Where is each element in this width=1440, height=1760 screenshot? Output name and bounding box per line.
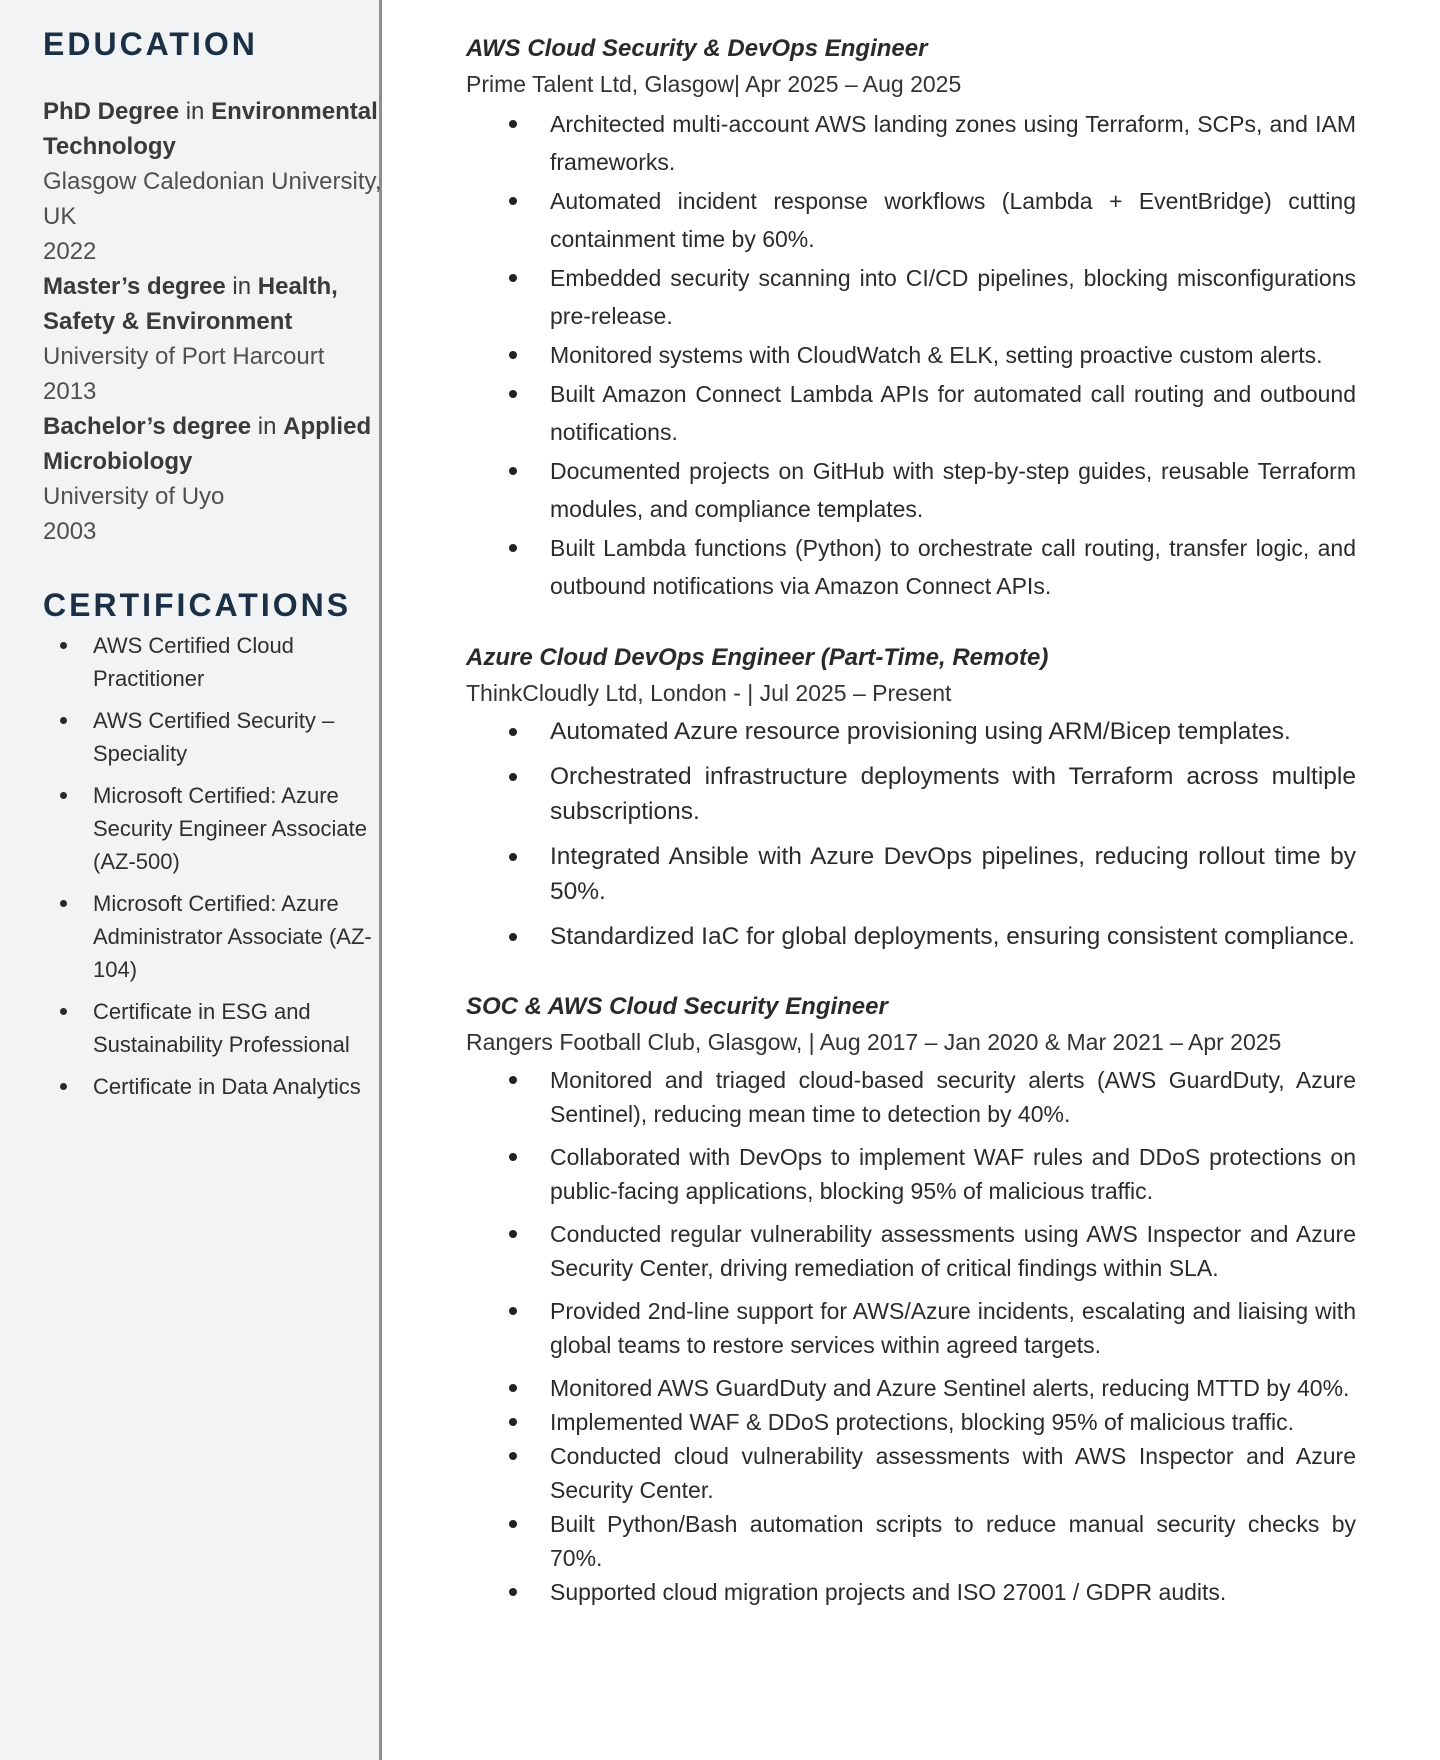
job-bullet: Implemented WAF & DDoS protections, blocking 95% of malicious traffic. xyxy=(466,1405,1356,1439)
job-title: AWS Cloud Security & DevOps Engineer xyxy=(466,35,928,62)
job-company-dates: Prime Talent Ltd, Glasgow| Apr 2025 – Aug 2025 xyxy=(466,71,962,97)
degree-field: Applied Microbiology xyxy=(43,413,372,475)
education-list xyxy=(43,94,383,549)
certification-item: Certificate in Data Analytics xyxy=(43,1070,383,1103)
education-degree xyxy=(43,409,383,479)
job-bullet: Monitored systems with CloudWatch & ELK, setting proactive custom alerts. xyxy=(466,336,1356,374)
job-entry xyxy=(466,639,1356,954)
degree-name: Bachelor’s degree xyxy=(43,413,252,440)
education-year: 2022 xyxy=(43,238,97,265)
job-bullet: Provided 2nd-line support for AWS/Azure incidents, escalating and liaising with global teams to restore services within agreed targets. xyxy=(466,1294,1356,1362)
education-year: 2003 xyxy=(43,518,97,545)
job-bullet: Conducted cloud vulnerability assessments with AWS Inspector and Azure Security Center. xyxy=(466,1439,1356,1507)
job-company-dates: ThinkCloudly Ltd, London - | Jul 2025 – Present xyxy=(466,680,952,706)
experience-section xyxy=(466,30,1356,1643)
education-entry xyxy=(43,269,383,409)
job-bullet: Built Python/Bash automation scripts to reduce manual security checks by 70%. xyxy=(466,1507,1356,1575)
certification-item: AWS Certified Cloud Practitioner xyxy=(43,629,383,695)
job-bullet: Monitored AWS GuardDuty and Azure Sentinel alerts, reducing MTTD by 40%. xyxy=(466,1371,1356,1405)
certifications-list xyxy=(43,629,383,1103)
job-bullet: Collaborated with DevOps to implement WAF rules and DDoS protections on public-facing applications, blocking 95% of malicious traffic. xyxy=(466,1140,1356,1208)
education-heading: EDUCATION xyxy=(43,26,258,62)
education-institution: University of Uyo xyxy=(43,483,225,510)
education-entry xyxy=(43,94,383,269)
certifications-heading: CERTIFICATIONS xyxy=(43,587,352,623)
job-title: Azure Cloud DevOps Engineer (Part-Time, Remote) xyxy=(466,644,1049,671)
job-bullet: Built Amazon Connect Lambda APIs for automated call routing and outbound notifications. xyxy=(466,375,1356,451)
job-entry xyxy=(466,30,1356,605)
degree-name: PhD Degree xyxy=(43,98,180,125)
job-bullet: Monitored and triaged cloud-based security alerts (AWS GuardDuty, Azure Sentinel), reducing mean time to detection by 40%. xyxy=(466,1063,1356,1131)
job-bullets xyxy=(466,714,1356,954)
certification-item: Certificate in ESG and Sustainability Professional xyxy=(43,995,383,1061)
degree-name: Master’s degree xyxy=(43,273,226,300)
job-bullet: Orchestrated infrastructure deployments with Terraform across multiple subscriptions. xyxy=(466,759,1356,829)
job-bullet: Supported cloud migration projects and ISO 27001 / GDPR audits. xyxy=(466,1575,1356,1609)
job-bullets xyxy=(466,105,1356,605)
job-entry xyxy=(466,988,1356,1609)
job-bullet: Standardized IaC for global deployments, ensuring consistent compliance. xyxy=(466,919,1356,954)
degree-joiner: in xyxy=(225,273,258,300)
education-institution: Glasgow Caledonian University, UK xyxy=(43,168,382,230)
job-bullet: Embedded security scanning into CI/CD pipelines, blocking misconfigurations pre-release. xyxy=(466,259,1356,335)
certification-item: AWS Certified Security – Speciality xyxy=(43,704,383,770)
certification-item: Microsoft Certified: Azure Administrator Associate (AZ-104) xyxy=(43,887,383,986)
job-title: SOC & AWS Cloud Security Engineer xyxy=(466,993,888,1020)
job-bullet: Automated incident response workflows (Lambda + EventBridge) cutting containment time by 60%. xyxy=(466,182,1356,258)
degree-joiner: in xyxy=(251,413,284,440)
degree-joiner: in xyxy=(179,98,212,125)
job-bullet: Documented projects on GitHub with step-by-step guides, reusable Terraform modules, and compliance templates. xyxy=(466,452,1356,528)
job-company-dates: Rangers Football Club, Glasgow, | Aug 2017 – Jan 2020 & Mar 2021 – Apr 2025 xyxy=(466,1029,1282,1055)
job-bullets xyxy=(466,1063,1356,1609)
job-bullet: Built Lambda functions (Python) to orchestrate call routing, transfer logic, and outbound notifications via Amazon Connect APIs. xyxy=(466,529,1356,605)
job-bullet: Integrated Ansible with Azure DevOps pipelines, reducing rollout time by 50%. xyxy=(466,839,1356,909)
degree-field: Health, Safety & Environment xyxy=(43,273,338,335)
education-degree xyxy=(43,269,383,339)
job-bullet: Conducted regular vulnerability assessments using AWS Inspector and Azure Security Center, driving remediation of critical findings within SLA. xyxy=(466,1217,1356,1285)
education-entry xyxy=(43,409,383,549)
education-degree xyxy=(43,94,383,164)
job-bullet: Automated Azure resource provisioning using ARM/Bicep templates. xyxy=(466,714,1356,749)
degree-field: Environmental Technology xyxy=(43,98,378,160)
education-year: 2013 xyxy=(43,378,97,405)
job-bullet: Architected multi-account AWS landing zones using Terraform, SCPs, and IAM frameworks. xyxy=(466,105,1356,181)
education-institution: University of Port Harcourt xyxy=(43,343,325,370)
sidebar-content xyxy=(43,22,383,1112)
certification-item: Microsoft Certified: Azure Security Engineer Associate (AZ-500) xyxy=(43,779,383,878)
sidebar xyxy=(0,0,382,1760)
